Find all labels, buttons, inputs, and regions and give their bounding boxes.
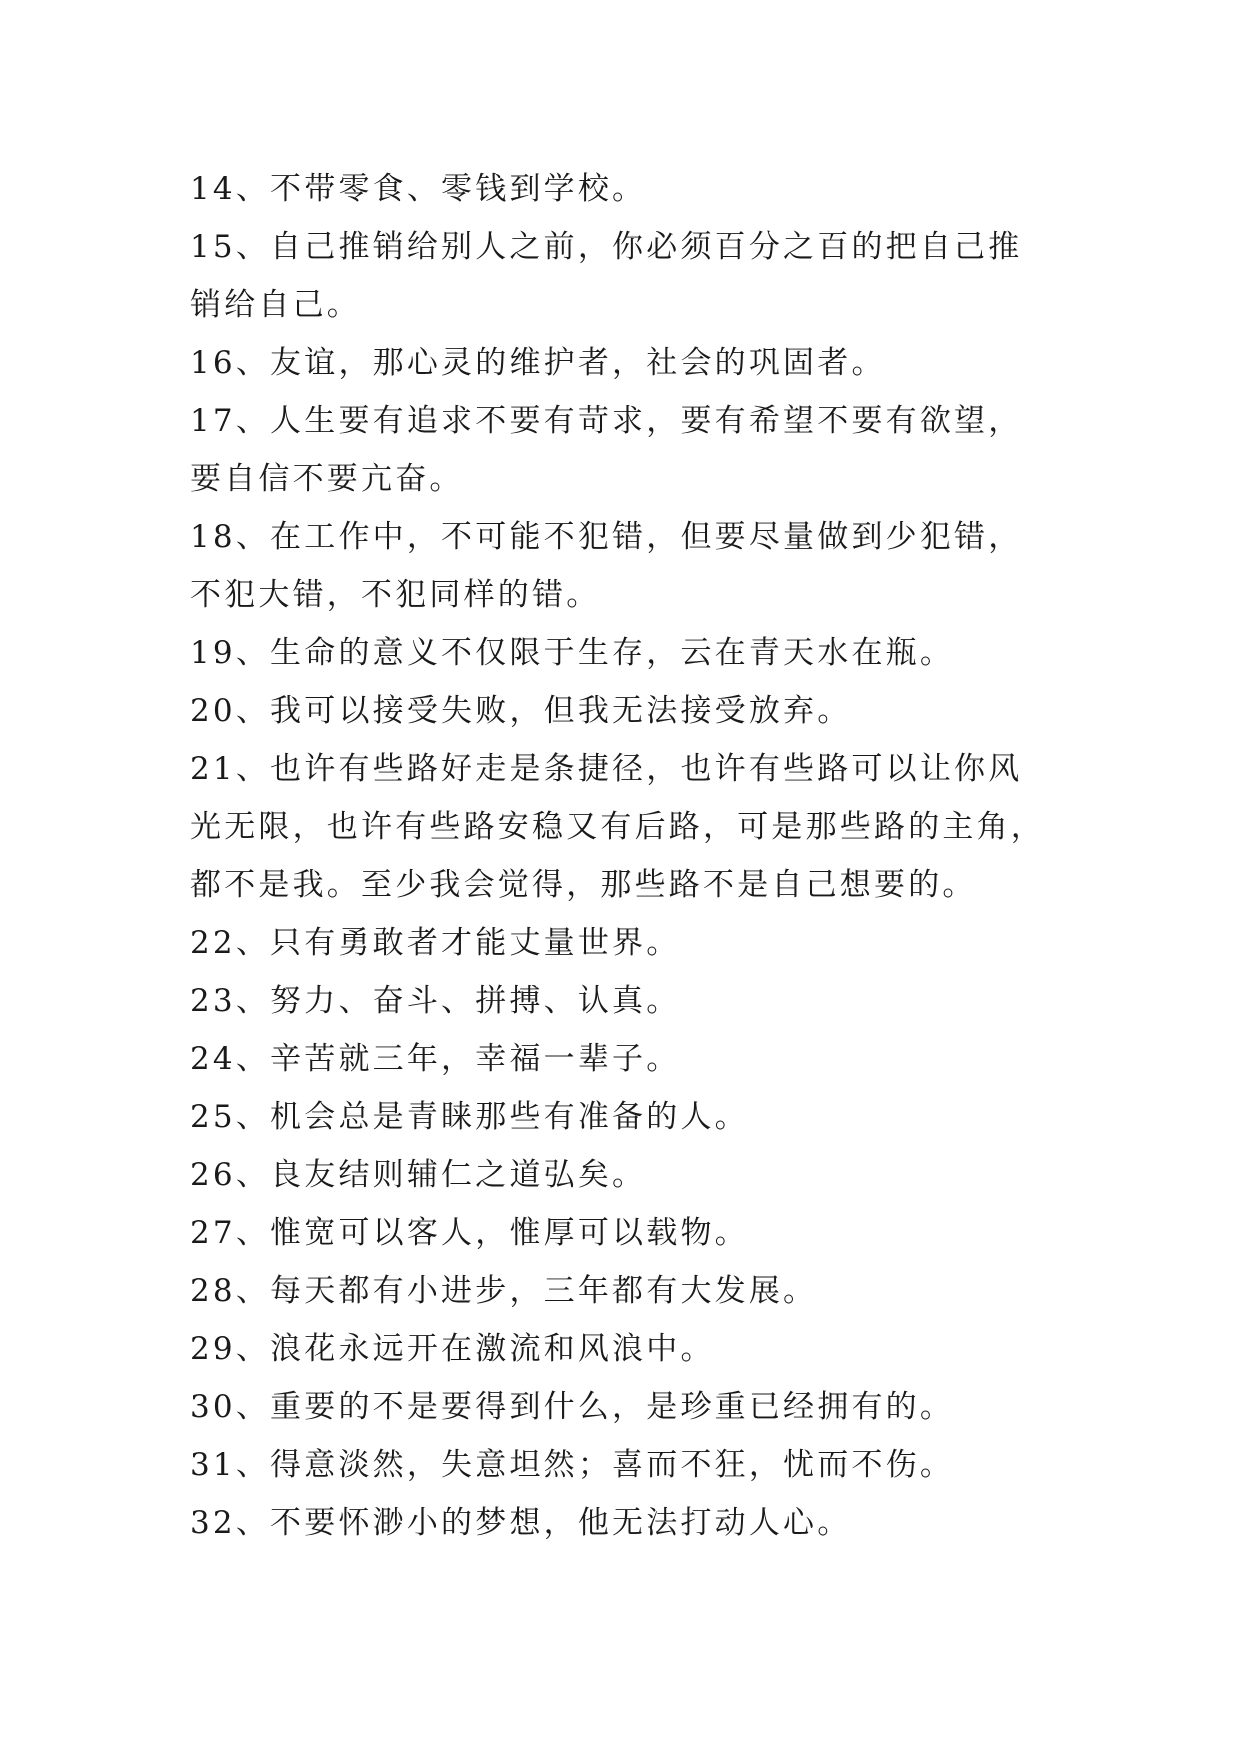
list-item: 26、良友结则辅仁之道弘矣。 (190, 1157, 647, 1193)
list-item: 18、在工作中，不可能不犯错，但要尽量做到少犯错，不犯大错，不犯同样的错。 (190, 519, 1023, 613)
list-item: 28、每天都有小进步，三年都有大发展。 (190, 1273, 818, 1309)
quote-list (190, 160, 1052, 1552)
list-item: 31、得意淡然，失意坦然；喜而不狂，忧而不伤。 (190, 1447, 955, 1483)
list-item: 30、重要的不是要得到什么，是珍重已经拥有的。 (190, 1389, 955, 1425)
list-item: 22、只有勇敢者才能丈量世界。 (190, 925, 681, 961)
list-item: 32、不要怀渺小的梦想，他无法打动人心。 (190, 1505, 852, 1541)
list-item: 17、人生要有追求不要有苛求，要有希望不要有欲望，要自信不要亢奋。 (190, 403, 1023, 497)
list-item: 23、努力、奋斗、拼搏、认真。 (190, 983, 681, 1019)
list-item: 16、友谊，那心灵的维护者，社会的巩固者。 (190, 345, 886, 381)
list-item: 21、也许有些路好走是条捷径，也许有些路可以让你风光无限，也许有些路安稳又有后路，可是那些路的主角，都不是我。至少我会觉得，那些路不是自己想要的。 (190, 751, 1045, 903)
list-item: 20、我可以接受失败，但我无法接受放弃。 (190, 693, 852, 729)
list-item: 19、生命的意义不仅限于生存，云在青天水在瓶。 (190, 635, 955, 671)
list-item: 25、机会总是青睐那些有准备的人。 (190, 1099, 749, 1135)
list-item: 29、浪花永远开在激流和风浪中。 (190, 1331, 715, 1367)
list-item: 27、惟宽可以客人，惟厚可以载物。 (190, 1215, 749, 1251)
list-item: 14、不带零食、零钱到学校。 (190, 171, 647, 207)
list-item: 24、辛苦就三年，幸福一辈子。 (190, 1041, 681, 1077)
list-item: 15、自己推销给别人之前，你必须百分之百的把自己推销给自己。 (190, 229, 1023, 323)
